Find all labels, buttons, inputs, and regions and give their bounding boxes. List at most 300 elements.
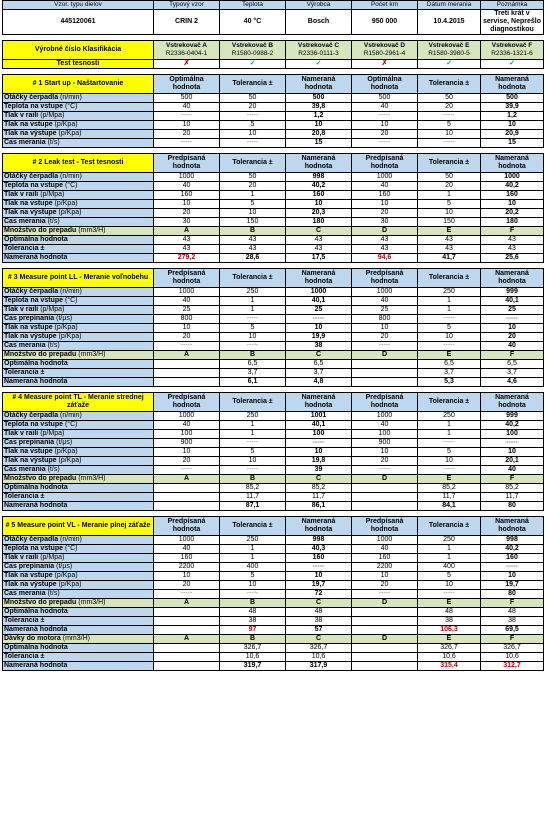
value-cell: 100 [154,430,220,439]
result-value: 43 [220,245,286,254]
value-cell: 10 [220,333,286,342]
injector-letter: D [352,227,418,236]
value-cell: ----- [154,466,220,475]
table-row [3,200,544,209]
column-header: Optimálna hodnota [352,75,418,94]
injector-letter: C [286,635,352,644]
param-name: Tlak na výstupe [4,581,57,588]
injector-letter: A [154,599,220,608]
injector-name: Vstrekovač E [428,42,470,49]
result-value [154,662,220,671]
table-row [3,517,544,536]
value-cell: 1000 [286,288,352,297]
pass-check-icon: ✓ [481,60,544,69]
value-cell: 1000 [154,536,220,545]
table-row [3,130,544,139]
table-row [3,10,544,35]
injector-letter: E [418,599,481,608]
value-cell: 10 [352,324,418,333]
table-row [3,644,544,653]
table-row [3,182,544,191]
section-title: # 3 Measure point LL - Meranie voľnobehu [3,269,154,288]
value-cell: 1 [418,297,481,306]
param-unit: (t/s) [47,466,60,473]
param-unit: (p/Kpa) [54,572,78,579]
table-row [3,360,544,369]
result-value: 38 [418,617,481,626]
value-cell: 25 [481,306,544,315]
result-value [352,644,418,653]
sublabel-name: Množstvo do prepadu [4,475,77,482]
param-unit: (n/min) [60,536,82,543]
column-header: Nameraná hodnota [286,517,352,536]
value-cell: 500 [154,94,220,103]
result-value: 5,3 [418,378,481,387]
value-cell: 10 [418,209,481,218]
value-cell: 1000 [481,173,544,182]
result-label: Nameraná hodnota [3,662,154,671]
param-unit: (p/Kpa) [58,209,82,216]
table-row [3,1,544,10]
value-cell: ----- [481,439,544,448]
value-cell: 5 [220,448,286,457]
value-cell: 20 [220,103,286,112]
param-unit: (p/Kpa) [58,457,82,464]
column-header: Tolerancia ± [418,154,481,173]
param-label [3,209,154,218]
value-cell: ----- [154,590,220,599]
table-row [3,75,544,94]
table-row [3,617,544,626]
result-value [352,626,418,635]
table-row [3,572,544,581]
value-cell: 1,2 [481,112,544,121]
value-cell: 19,7 [286,581,352,590]
value-cell: 30 [154,218,220,227]
table-row [3,493,544,502]
result-value: 6,5 [220,360,286,369]
param-label [3,121,154,130]
section-title: # 5 Measure point VL - Meranie plnej záťaže [3,517,154,536]
value-cell: ----- [286,439,352,448]
result-value: 84,1 [418,502,481,511]
column-header: Nameraná hodnota [481,154,544,173]
param-label [3,457,154,466]
table-row [3,254,544,263]
value-cell: 800 [154,315,220,324]
param-name: Tlak na vstupe [4,324,53,331]
value-cell: 80 [481,590,544,599]
table-row [3,227,544,236]
injector-letter: C [286,599,352,608]
injector-letter: E [418,227,481,236]
column-header: Predpísaná hodnota [352,154,418,173]
injector-letter: F [481,635,544,644]
table-row [3,324,544,333]
param-name: Otáčky čerpadla [4,536,59,543]
result-label: Optimálna hodnota [3,644,154,653]
column-header: Nameraná hodnota [286,75,352,94]
param-name: Tlak na vstupe [4,572,53,579]
value-cell: ----- [481,563,544,572]
sublabel-unit: (mm3/H) [78,227,106,234]
injector-letter: B [220,475,286,484]
param-name: Tlak na výstupe [4,130,57,137]
value-cell: 250 [220,536,286,545]
section-sublabel [3,599,154,608]
value-cell: 20 [418,182,481,191]
value-cell: 50 [418,173,481,182]
injector-letter: C [286,351,352,360]
value-cell: ----- [352,112,418,121]
value-cell: 20 [481,333,544,342]
injector-name: Vstrekovač A [166,42,207,49]
column-header: Tolerancia ± [220,393,286,412]
value-cell: 20 [154,209,220,218]
value-cell: 39 [286,466,352,475]
param-label [3,139,154,148]
result-value [352,662,418,671]
value-cell: 40,2 [481,421,544,430]
meta-value: 950 000 [352,10,418,35]
table-row [3,173,544,182]
injector-name: Vstrekovač B [231,42,274,49]
fail-cross-icon: ✗ [352,60,418,69]
meta-header: Typový vzor [154,1,220,10]
result-value [154,608,220,617]
column-header: Tolerancia ± [220,269,286,288]
value-cell: 999 [481,412,544,421]
table-row [3,60,544,69]
column-header: Tolerancia ± [220,517,286,536]
result-value: 319,7 [220,662,286,671]
table-row [3,103,544,112]
param-label [3,439,154,448]
value-cell: 40 [352,545,418,554]
sublabel-name: Dávky do motora [4,635,61,642]
column-header: Predpísaná hodnota [154,154,220,173]
column-header: Nameraná hodnota [481,393,544,412]
param-unit: (t/s) [47,590,60,597]
value-cell: 20 [418,103,481,112]
table-row [3,369,544,378]
table-row [3,121,544,130]
param-unit: (t/s) [47,342,60,349]
result-value: 6,5 [286,360,352,369]
section-sublabel [3,227,154,236]
pass-check-icon: ✓ [286,60,352,69]
result-value: 3,7 [286,369,352,378]
value-cell: 20,8 [286,130,352,139]
value-cell: 1,2 [286,112,352,121]
table-row [3,662,544,671]
result-value: 43 [418,245,481,254]
injector-code: R2336-1321-6 [491,50,533,57]
value-cell: ----- [220,439,286,448]
value-cell: 19,9 [286,333,352,342]
value-cell: 10 [418,130,481,139]
meta-value: Bosch [286,10,352,35]
param-unit: (°C) [64,103,78,110]
param-label [3,545,154,554]
test-label: Test tesnosti [3,60,154,69]
meta-value: 10.4.2015 [418,10,481,35]
result-value: 43 [220,236,286,245]
value-cell: 5 [220,324,286,333]
param-label [3,315,154,324]
column-header: Tolerancia ± [418,269,481,288]
table-row [3,209,544,218]
sublabel-unit: (mm3/H) [78,351,106,358]
param-unit: (t/μs) [56,563,73,570]
value-cell: 1 [220,191,286,200]
param-name: Čas merania [4,590,46,597]
result-value: 80 [481,502,544,511]
value-cell: 20 [220,182,286,191]
result-value: 87,1 [220,502,286,511]
value-cell: 20,2 [481,209,544,218]
param-name: Tlak na vstupe [4,200,53,207]
param-unit: (p/Mpa) [40,191,65,198]
value-cell: 1000 [154,288,220,297]
param-name: Teplota na vstupe [4,421,63,428]
result-value: 41,7 [418,254,481,263]
result-value: 48 [286,608,352,617]
table-row [3,590,544,599]
result-value: 326,7 [418,644,481,653]
value-cell: 15 [481,139,544,148]
param-name: Teplota na vstupe [4,182,63,189]
result-value: 10,6 [481,653,544,662]
result-value: 48 [418,608,481,617]
sublabel-unit: (mm3/H) [78,475,106,482]
param-unit: (p/Kpa) [58,130,82,137]
sublabel-name: Množstvo do prepadu [4,227,77,234]
param-name: Otáčky čerpadla [4,412,59,419]
result-value [154,378,220,387]
value-cell: 25 [154,306,220,315]
param-unit: (p/Kpa) [54,448,78,455]
result-value: 43 [481,236,544,245]
table-row [3,608,544,617]
value-cell: ----- [154,342,220,351]
value-cell: ----- [418,139,481,148]
table-row [3,378,544,387]
param-unit: (p/Mpa) [40,112,65,119]
result-value [352,360,418,369]
table-row [3,342,544,351]
param-unit: (°C) [64,297,78,304]
value-cell: 40 [154,545,220,554]
value-cell: 10 [220,581,286,590]
value-cell: 10 [481,200,544,209]
value-cell: 20 [154,581,220,590]
column-header: Nameraná hodnota [286,269,352,288]
value-cell: 50 [418,94,481,103]
value-cell: 40 [154,297,220,306]
param-name: Čas merania [4,139,46,146]
value-cell: 5 [220,200,286,209]
param-label [3,554,154,563]
injector-header [352,41,418,60]
section-title: # 4 Measure point TL - Meranie strednej záťaže [3,393,154,412]
value-cell: 1000 [154,412,220,421]
value-cell: 10 [286,448,352,457]
injector-code: R2336-0111-3 [298,50,339,57]
value-cell: 180 [286,218,352,227]
param-name: Čas merania [4,342,46,349]
value-cell: ----- [352,139,418,148]
result-value: 85,2 [286,484,352,493]
table-row [3,191,544,200]
param-unit: (n/min) [60,173,82,180]
value-cell: 40 [352,182,418,191]
result-value: 11,7 [481,493,544,502]
value-cell: 400 [418,563,481,572]
column-header: Predpísaná hodnota [154,393,220,412]
value-cell: 20 [154,130,220,139]
param-name: Tlak na výstupe [4,209,57,216]
value-cell: 1 [220,306,286,315]
value-cell: 10 [286,572,352,581]
value-cell: 5 [220,121,286,130]
injector-letter: F [481,227,544,236]
result-value: 57 [286,626,352,635]
column-header: Tolerancia ± [418,517,481,536]
value-cell: 10 [352,448,418,457]
param-name: Tlak v raili [4,554,39,561]
value-cell: 160 [352,191,418,200]
result-value: 69,5 [481,626,544,635]
table-row [3,502,544,511]
result-label: Nameraná hodnota [3,502,154,511]
value-cell: ----- [220,342,286,351]
result-value: 3,7 [481,369,544,378]
value-cell: 50 [220,173,286,182]
value-cell: 160 [286,191,352,200]
result-value: 43 [154,236,220,245]
value-cell: 500 [481,94,544,103]
param-label [3,536,154,545]
value-cell: 15 [286,139,352,148]
value-cell: ----- [418,590,481,599]
table-row [3,421,544,430]
injector-letter: A [154,227,220,236]
result-value: 326,7 [286,644,352,653]
value-cell: 40 [352,103,418,112]
param-unit: (°C) [64,545,78,552]
param-label [3,590,154,599]
result-value: 43 [352,245,418,254]
injector-code: R1580-0988-2 [231,50,274,57]
value-cell: 2200 [154,563,220,572]
value-cell: 5 [418,200,481,209]
result-label: Tolerancia ± [3,617,154,626]
result-value: 85,2 [220,484,286,493]
injector-letter: F [481,351,544,360]
param-unit: (n/min) [60,412,82,419]
value-cell: 20 [352,457,418,466]
injector-code: R2336-0404-1 [165,50,208,57]
value-cell: 10 [154,572,220,581]
param-label [3,103,154,112]
value-cell: ----- [220,590,286,599]
result-value: 326,7 [481,644,544,653]
value-cell: 100 [481,430,544,439]
param-unit: (t/s) [47,139,60,146]
value-cell: 900 [154,439,220,448]
result-value: 25,6 [481,254,544,263]
section-sublabel [3,635,154,644]
table-row [3,412,544,421]
value-cell: 72 [286,590,352,599]
value-cell: 400 [220,563,286,572]
table-row [3,288,544,297]
value-cell: 38 [286,342,352,351]
value-cell: 40 [154,103,220,112]
param-name: Teplota na vstupe [4,297,63,304]
column-header: Predpísaná hodnota [154,269,220,288]
result-value: 6,5 [481,360,544,369]
table-row [3,457,544,466]
param-label [3,191,154,200]
result-value: 6,1 [220,378,286,387]
value-cell: 10 [352,200,418,209]
value-cell: 40 [481,342,544,351]
table-row [3,351,544,360]
result-value [154,360,220,369]
param-label [3,581,154,590]
value-cell: 10 [481,324,544,333]
injector-letter: A [154,351,220,360]
value-cell: 40,1 [481,297,544,306]
result-label: Nameraná hodnota [3,626,154,635]
value-cell: 100 [286,430,352,439]
result-value: 3,7 [418,369,481,378]
table-row [3,545,544,554]
value-cell: 20,3 [286,209,352,218]
result-value: 86,1 [286,502,352,511]
param-label [3,430,154,439]
column-header: Predpísaná hodnota [154,517,220,536]
column-header: Tolerancia ± [418,393,481,412]
meta-value: Tretí krát v servise, Neprešlo diagnostikou [481,10,544,35]
injector-letter: F [481,475,544,484]
result-value: 28,6 [220,254,286,263]
param-label [3,297,154,306]
table-row [3,554,544,563]
value-cell: 10 [352,121,418,130]
value-cell: ----- [418,112,481,121]
value-cell: 250 [418,536,481,545]
result-value: 11,7 [220,493,286,502]
column-header: Nameraná hodnota [286,154,352,173]
value-cell: 1000 [352,288,418,297]
param-name: Otáčky čerpadla [4,288,59,295]
injector-letter: A [154,475,220,484]
param-name: Čas merania [4,218,46,225]
value-cell: 39,8 [286,103,352,112]
injector-letter: B [220,227,286,236]
param-name: Tlak v raili [4,306,39,313]
param-label [3,94,154,103]
injector-header [286,41,352,60]
param-name: Tlak na vstupe [4,121,53,128]
value-cell: 500 [286,94,352,103]
value-cell: ----- [154,112,220,121]
value-cell: 10 [286,121,352,130]
injector-header [481,41,544,60]
